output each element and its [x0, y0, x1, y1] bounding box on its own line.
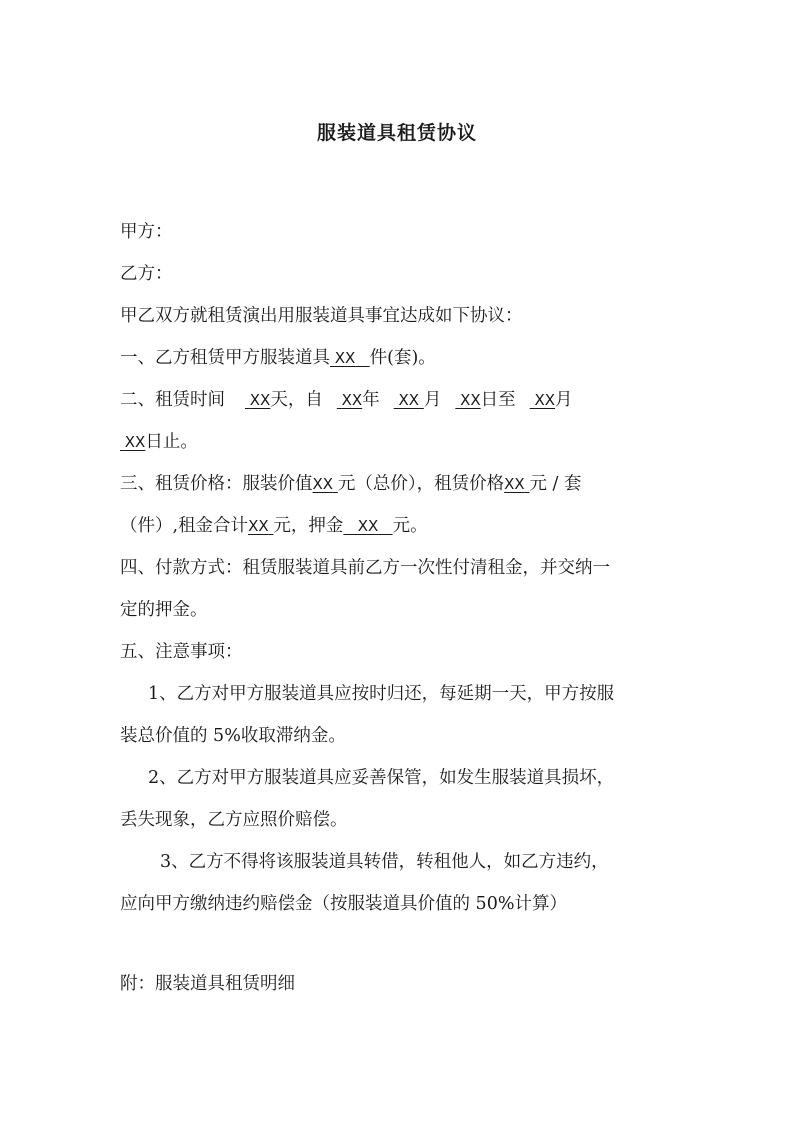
- party-b-line: 乙方：: [120, 264, 173, 284]
- appendix-heading: 附：服装道具租赁明细: [120, 974, 295, 994]
- intro-line: 甲乙双方就租赁演出用服装道具事宜达成如下协议：: [120, 306, 523, 326]
- item-1-line-1: 1、乙方对甲方服装道具应按时归还，每延期一天，甲方按服: [148, 684, 615, 704]
- month-label: 月: [423, 390, 442, 410]
- clause-5-heading: 五、注意事项：: [120, 642, 243, 662]
- total-label: 元，押金: [273, 516, 344, 536]
- day-blank: XX: [460, 391, 481, 409]
- clause-2-prefix: 二、租赁时间: [120, 390, 225, 410]
- document-title: 服装道具租赁协议: [316, 122, 477, 144]
- unit-label: （件）,租金合计: [120, 516, 249, 536]
- item-3-line-1: 3、乙方不得将该服装道具转借，转租他人，如乙方违约，: [160, 852, 609, 872]
- clause-3-line-1: [120, 472, 581, 496]
- end-day-label: 日止。: [145, 432, 198, 452]
- value-blank: XX: [312, 475, 334, 493]
- quantity-blank: XX: [334, 349, 356, 367]
- item-1-line-2: 装总价值的 5%收取滞纳金。: [120, 726, 346, 746]
- item-2-line-2: 丢失现象，乙方应照价赔偿。: [120, 810, 348, 830]
- total-blank: XX: [248, 517, 269, 535]
- clause-4-line-2: 定的押金。: [120, 600, 208, 620]
- clause-1: [120, 346, 436, 370]
- days-label: 天，自: [270, 390, 323, 410]
- clause-1-prefix: 一、乙方租赁甲方服装道具: [120, 348, 330, 368]
- clause-3-line-2: [120, 514, 428, 538]
- day-label: 日至: [480, 390, 516, 410]
- price-label: 元 / 套: [529, 474, 582, 494]
- clause-2-line-2: [120, 430, 198, 454]
- item-3-line-2: 应向甲方缴纳违约赔偿金（按服装道具价值的 50%计算）: [120, 894, 567, 914]
- clause-3-prefix: 三、租赁价格：服装价值: [120, 474, 313, 494]
- item-2-line-1: 2、乙方对甲方服装道具应妥善保管，如发生服装道具损坏，: [148, 768, 615, 788]
- price-blank: XX: [504, 475, 525, 493]
- clause-2-line-1: [120, 388, 573, 412]
- year-blank: XX: [341, 391, 363, 409]
- deposit-label: 元。: [392, 516, 428, 536]
- deposit-blank: XX: [357, 517, 379, 535]
- month-blank: XX: [398, 391, 420, 409]
- end-month-label: 月: [555, 390, 573, 410]
- end-month-blank: XX: [534, 391, 555, 409]
- clause-1-suffix: 件(套)。: [369, 348, 436, 368]
- clause-4-line-1: 四、付款方式：租赁服装道具前乙方一次性付清租金，并交纳一: [120, 558, 610, 578]
- year-label: 年: [362, 390, 380, 410]
- days-blank: XX: [249, 391, 271, 409]
- party-a-line: 甲方：: [120, 222, 173, 242]
- end-day-blank: XX: [124, 433, 146, 451]
- value-label: 元（总价），租赁价格: [337, 474, 505, 494]
